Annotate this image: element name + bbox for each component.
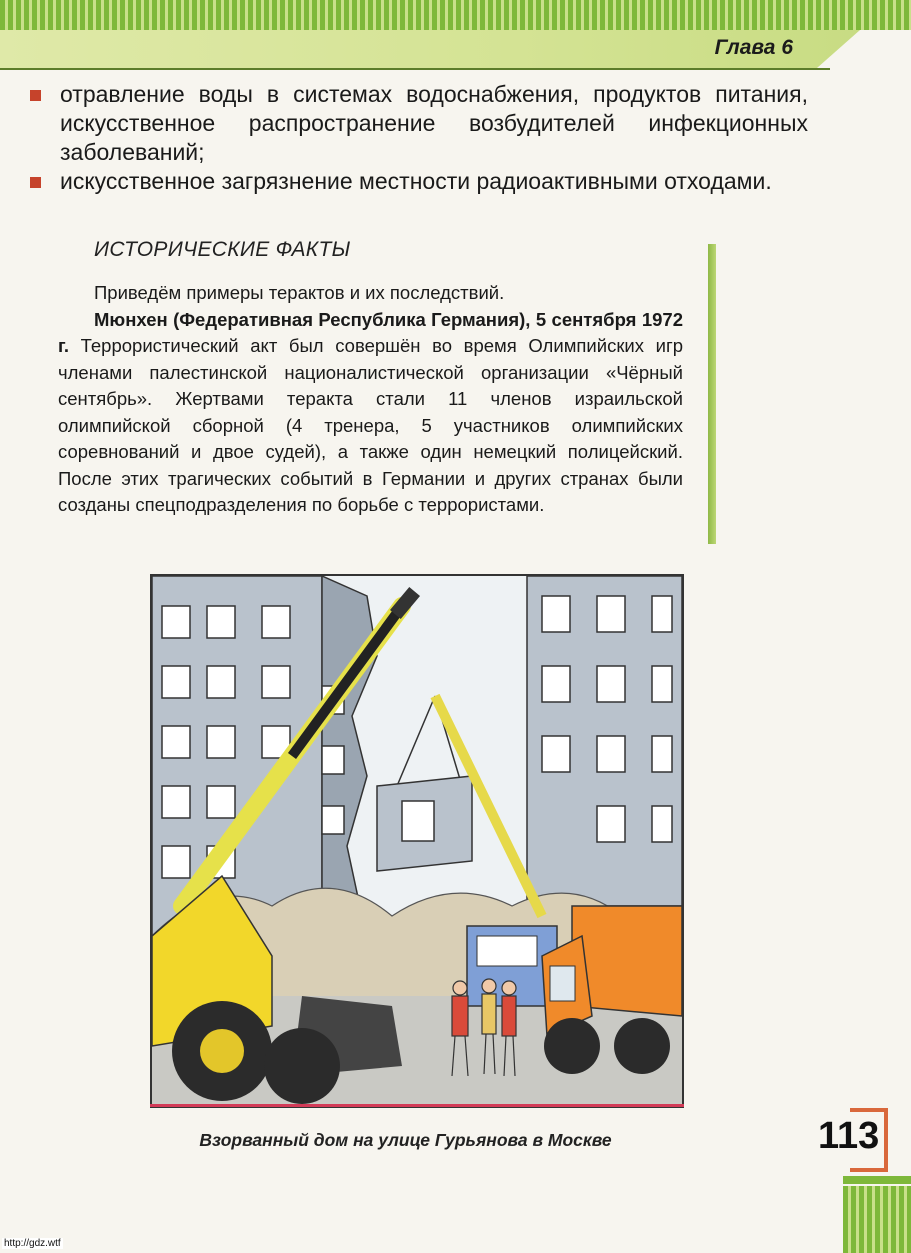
watermark-url: http://gdz.wtf (4, 1238, 61, 1249)
footer-accent (843, 1176, 911, 1184)
bullet-list (28, 80, 808, 196)
figure-caption: Взорванный дом на улице Гурьянова в Москве (199, 1130, 612, 1150)
facts-paragraph (58, 307, 683, 519)
footer-stripes (843, 1186, 911, 1253)
facts-intro: Приведём примеры терактов и их последствий. (94, 282, 505, 303)
header-stripes (0, 0, 911, 30)
page-number: 113 (818, 1115, 880, 1157)
historical-facts-box (58, 238, 683, 519)
chapter-title: Глава 6 (714, 36, 793, 59)
bullet-item (28, 167, 808, 196)
bullet-square-icon (30, 90, 41, 101)
bullet-square-icon (30, 177, 41, 188)
bullet-text: отравление воды в системах водоснабжения, продуктов питания, искусственное распространение возбудителей инфекционных заболеваний; (60, 81, 808, 165)
illustration (150, 574, 684, 1108)
facts-lead: Мюнхен (Федеративная Республика Германия), 5 сентября 1972 г. (58, 308, 683, 356)
bullet-text: искусственное загрязнение местности радиоактивными отходами. (60, 168, 772, 194)
header-divider (0, 68, 830, 70)
facts-title: ИСТОРИЧЕСКИЕ ФАКТЫ (94, 238, 351, 261)
facts-body: Террористический акт был совершён во время Олимпийских игр членами палестинской националистической организации «Чёрный сентябрь». Жертвами теракта стали 11 членов израильской олимпийской сборной (4 тренера, 5 участников олимпийских соревнований и двое судей), а также один немецкий полицейский. После этих трагических событий в Германии и других странах были созданы спецподразделения по борьбе с террористами. (58, 335, 683, 515)
collapsed-house-illustration (152, 576, 682, 1106)
bullet-item (28, 80, 808, 167)
facts-side-rule (708, 244, 716, 544)
illustration-underline (150, 1104, 684, 1107)
